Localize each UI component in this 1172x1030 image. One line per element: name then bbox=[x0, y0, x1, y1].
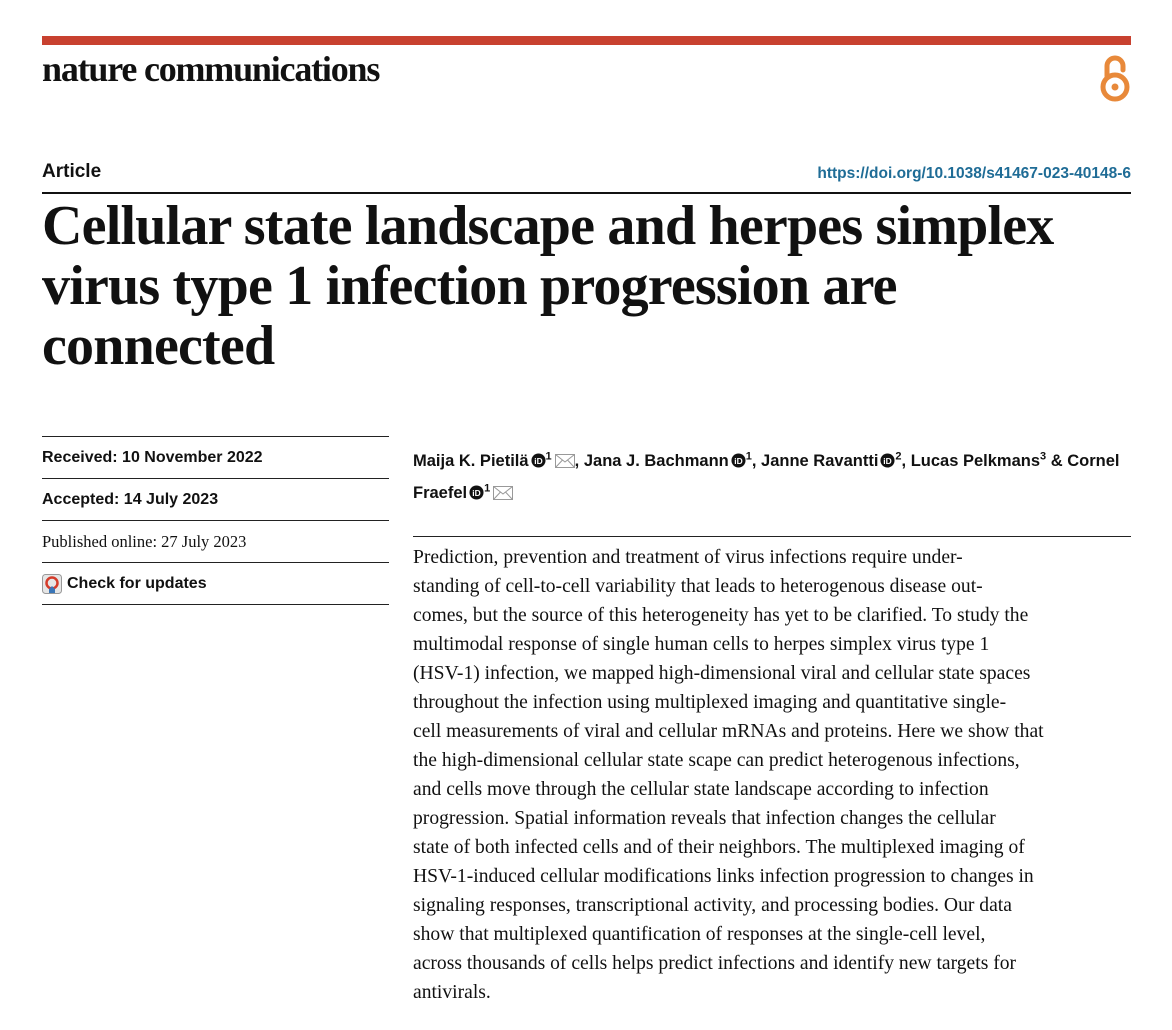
abstract bbox=[413, 543, 1135, 1007]
accepted-date: Accepted: 14 July 2023 bbox=[42, 478, 389, 520]
article-type-label: Article bbox=[42, 161, 102, 182]
received-date: Received: 10 November 2022 bbox=[42, 436, 389, 478]
abstract-line: standing of cell-to-cell variability that leads to heterogenous disease out- bbox=[413, 576, 983, 597]
affiliation-number: 2 bbox=[895, 450, 902, 462]
article-dates bbox=[42, 436, 389, 605]
abstract-line: multimodal response of single human cells to herpes simplex virus type 1 bbox=[413, 634, 990, 655]
abstract-line: (HSV-1) infection, we mapped high-dimensional viral and cellular state spaces bbox=[413, 663, 1031, 684]
author bbox=[584, 452, 761, 470]
affiliation-number: 3 bbox=[1040, 450, 1047, 462]
svg-text:iD: iD bbox=[883, 455, 893, 466]
author-name: Maija K. Pietilä bbox=[413, 451, 529, 470]
abstract-line: cell measurements of viral and cellular mRNAs and proteins. Here we show that bbox=[413, 721, 1044, 742]
header-rule bbox=[42, 36, 1131, 45]
journal-name: nature communications bbox=[42, 49, 380, 89]
abstract-line: antivirals. bbox=[413, 982, 491, 1003]
abstract-line: across thousands of cells helps predict infections and identify new targets for bbox=[413, 953, 1017, 974]
abstract-line: the high-dimensional cellular state scape can predict heterogenous infections, bbox=[413, 750, 1020, 771]
abstract-line: comes, but the source of this heterogeneity has yet to be clarified. To study the bbox=[413, 605, 1029, 626]
abstract-line: throughout the infection using multiplexed imaging and quantitative single- bbox=[413, 692, 1007, 713]
abstract-line: signaling responses, transcriptional activity, and processing bodies. Our data bbox=[413, 895, 1012, 916]
author-name: Jana J. Bachmann bbox=[583, 451, 729, 470]
author-separator: & bbox=[1046, 451, 1068, 470]
affiliation-number: 1 bbox=[545, 450, 552, 462]
orcid-icon[interactable] bbox=[880, 450, 895, 476]
doi-link[interactable]: https://doi.org/10.1038/s41467-023-40148-6 bbox=[817, 165, 1131, 182]
affiliation-number: 1 bbox=[745, 450, 752, 462]
email-icon[interactable] bbox=[493, 482, 513, 508]
author-name: Janne Ravantti bbox=[761, 451, 879, 470]
author-name: Cornel Fraefel bbox=[413, 451, 1120, 502]
abstract-line: progression. Spatial information reveals that infection changes the cellular bbox=[413, 808, 996, 829]
email-icon[interactable] bbox=[555, 450, 575, 476]
abstract-line: Prediction, prevention and treatment of virus infections require under- bbox=[413, 547, 963, 568]
check-updates-icon bbox=[42, 574, 62, 594]
orcid-icon[interactable] bbox=[731, 450, 746, 476]
svg-text:iD: iD bbox=[472, 487, 481, 498]
open-access-icon bbox=[1097, 54, 1133, 102]
abstract-line: show that multiplexed quantification of responses at the single-cell level, bbox=[413, 924, 986, 945]
author-separator: , bbox=[574, 451, 584, 470]
check-updates-link[interactable] bbox=[42, 562, 389, 605]
title-divider bbox=[42, 192, 1131, 194]
check-updates-label: Check for updates bbox=[67, 574, 207, 592]
orcid-icon[interactable] bbox=[531, 450, 546, 476]
svg-text:iD: iD bbox=[734, 455, 743, 466]
abstract-line: and cells move through the cellular state landscape according to infection bbox=[413, 779, 989, 800]
abstract-line: HSV-1-induced cellular modifications links infection progression to changes in bbox=[413, 866, 1034, 887]
author bbox=[911, 452, 1068, 470]
author-separator: , bbox=[901, 451, 911, 470]
published-date: Published online: 27 July 2023 bbox=[42, 520, 389, 562]
author bbox=[413, 452, 584, 470]
author-list bbox=[413, 443, 1133, 508]
author-separator: , bbox=[751, 451, 762, 470]
abstract-divider bbox=[413, 536, 1131, 537]
article-title: Cellular state landscape and herpes simplex virus type 1 infection progression are connected bbox=[42, 195, 1054, 377]
affiliation-number: 1 bbox=[484, 482, 491, 495]
orcid-icon[interactable] bbox=[469, 482, 484, 508]
svg-text:iD: iD bbox=[533, 455, 543, 466]
author bbox=[761, 452, 911, 470]
author-name: Lucas Pelkmans bbox=[910, 451, 1041, 470]
abstract-line: state of both infected cells and of their neighbors. The multiplexed imaging of bbox=[413, 837, 1025, 858]
